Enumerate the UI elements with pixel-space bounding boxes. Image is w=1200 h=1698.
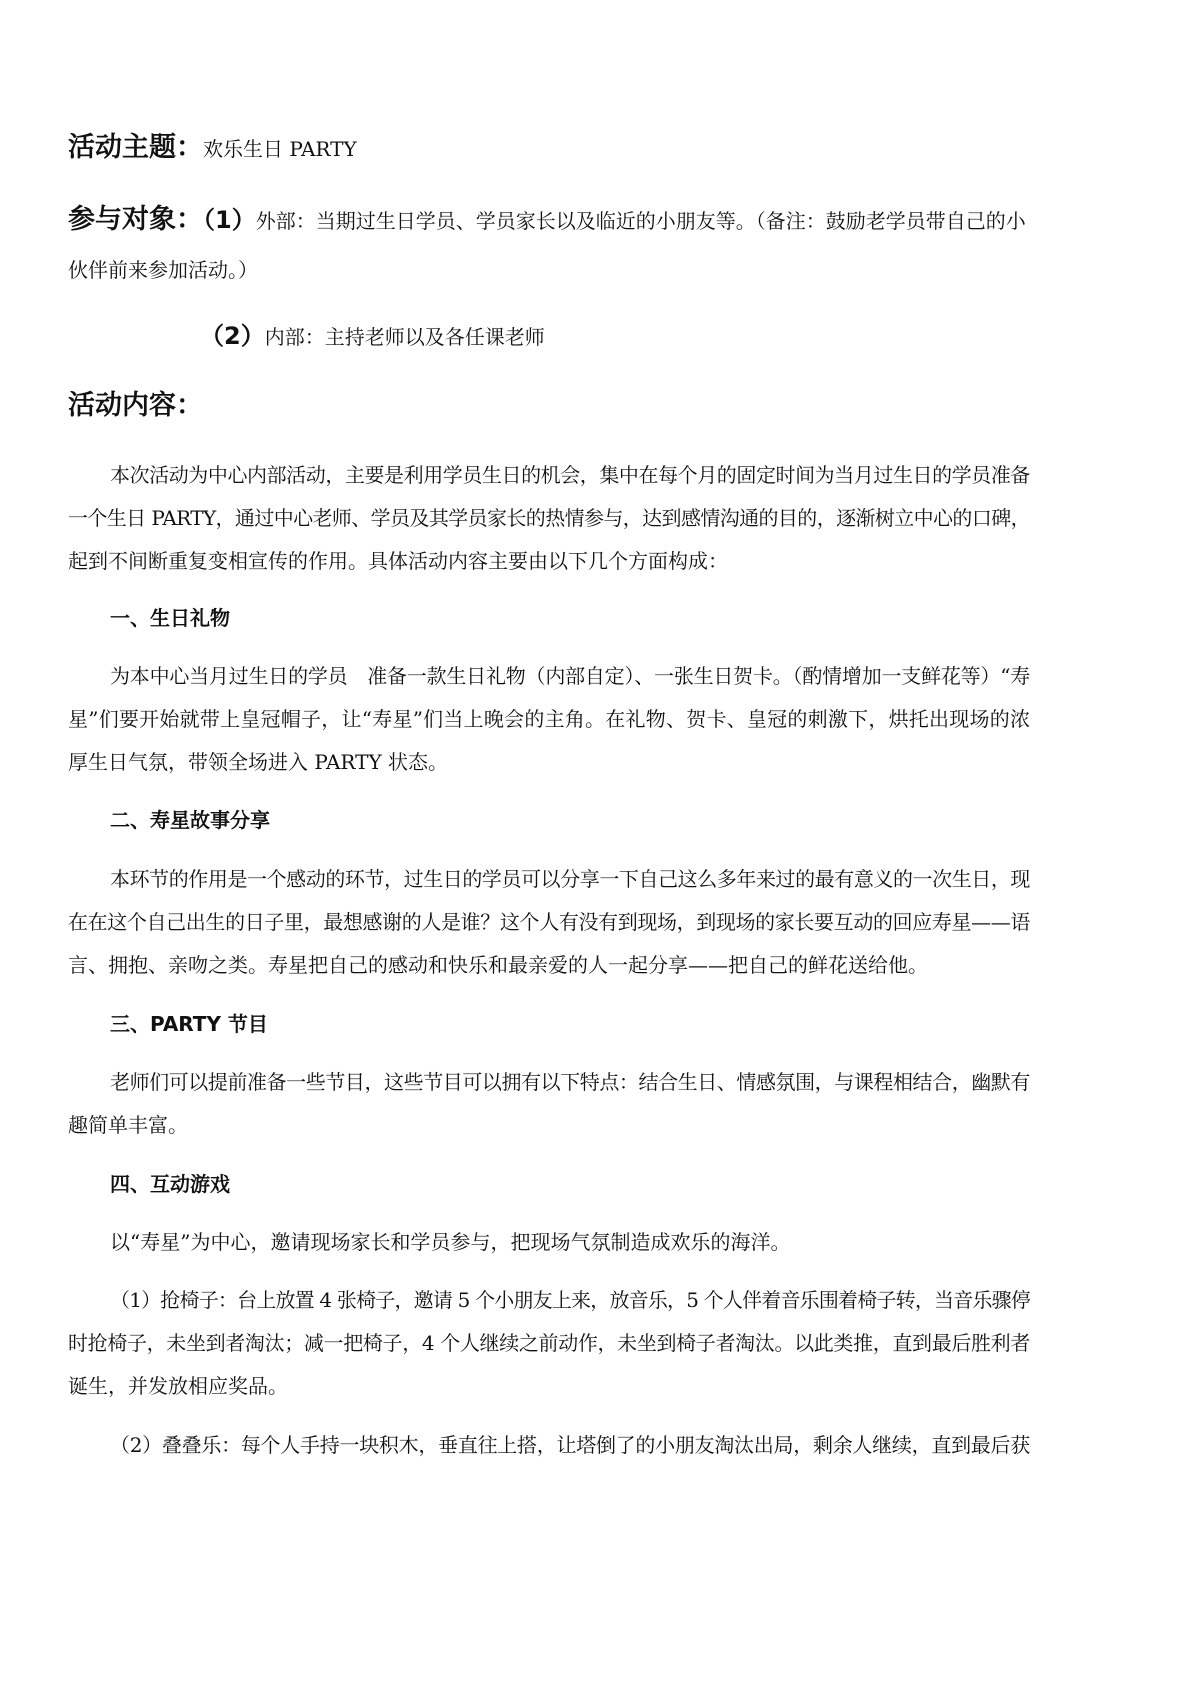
games-intro: 以“寿星”为中心，邀请现场家长和学员参与，把现场气氛制造成欢乐的海洋。 xyxy=(110,1230,791,1254)
content-heading: 活动内容： xyxy=(68,390,203,421)
game1-line-1: （1）抢椅子：台上放置 4 张椅子，邀请 5 个小朋友上来，放音乐，5 个人伴着音乐围着椅子转，当音乐骤停 xyxy=(110,1288,1030,1312)
participants-item2-text: 内部：主持老师以及各任课老师 xyxy=(264,325,545,349)
gift-line-1: 为本中心当月过生日的学员 准备一款生日礼物（内部自定）、一张生日贺卡。（酌情增加一支鲜花等）“寿 xyxy=(110,664,1030,688)
theme-value: 欢乐生日 PARTY xyxy=(203,137,357,161)
intro-line-2: 一个生日 PARTY，通过中心老师、学员及其学员家长的热情参与，达到感情沟通的目的，逐渐树立中心的口碑， xyxy=(68,506,1030,530)
participants-item1-number: （1） xyxy=(203,206,256,234)
intro-line-1: 本次活动为中心内部活动，主要是利用学员生日的机会，集中在每个月的固定时间为当月过生日的学员准备 xyxy=(110,463,1030,487)
game1-line-2: 时抢椅子，未坐到者淘汰；减一把椅子，4 个人继续之前动作，未坐到椅子者淘汰。以此类推，直到最后胜利者 xyxy=(68,1331,1030,1355)
section-gift-title: 一、生日礼物 xyxy=(110,606,230,630)
gift-line-3: 厚生日气氛，带领全场进入 PARTY 状态。 xyxy=(68,750,449,774)
participants-item2-number: （2） xyxy=(200,322,265,350)
participants-item2-row xyxy=(200,324,545,349)
participants-label: 参与对象： xyxy=(68,204,203,235)
section-story-title: 二、寿星故事分享 xyxy=(110,808,270,832)
story-line-1: 本环节的作用是一个感动的环节，过生日的学员可以分享一下自己这么多年来过的最有意义的一次生日，现 xyxy=(110,867,1030,891)
game1-line-3: 诞生，并发放相应奖品。 xyxy=(68,1374,288,1398)
participants-row xyxy=(68,204,1026,236)
gift-line-2: 星”们要开始就带上皇冠帽子，让“寿星”们当上晚会的主角。在礼物、贺卡、皇冠的刺激下，烘托出现场的浓 xyxy=(68,707,1030,731)
story-line-2: 在在这个自己出生的日子里，最想感谢的人是谁？这个人有没有到现场，到现场的家长要互动的回应寿星——语 xyxy=(68,910,1030,934)
intro-line-3: 起到不间断重复变相宣传的作用。具体活动内容主要由以下几个方面构成： xyxy=(68,549,728,573)
participants-item1-continued: 伙伴前来参加活动。） xyxy=(68,258,258,282)
section-games-title: 四、互动游戏 xyxy=(110,1172,230,1196)
theme-row xyxy=(68,132,357,164)
story-line-3: 言、拥抱、亲吻之类。寿星把自己的感动和快乐和最亲爱的人一起分享——把自己的鲜花送给他。 xyxy=(68,953,928,977)
program-line-2: 趣简单丰富。 xyxy=(68,1113,188,1137)
participants-item1-text: 外部：当期过生日学员、学员家长以及临近的小朋友等。（备注：鼓励老学员带自己的小 xyxy=(255,209,1026,233)
theme-label: 活动主题： xyxy=(68,132,203,163)
game2-line-1: （2）叠叠乐：每个人手持一块积木，垂直往上搭，让塔倒了的小朋友淘汰出局，剩余人继续，直到最后获 xyxy=(110,1433,1030,1457)
program-line-1: 老师们可以提前准备一些节目，这些节目可以拥有以下特点：结合生日、情感氛围，与课程相结合，幽默有 xyxy=(110,1070,1030,1094)
section-program-title: 三、PARTY 节目 xyxy=(110,1012,268,1036)
